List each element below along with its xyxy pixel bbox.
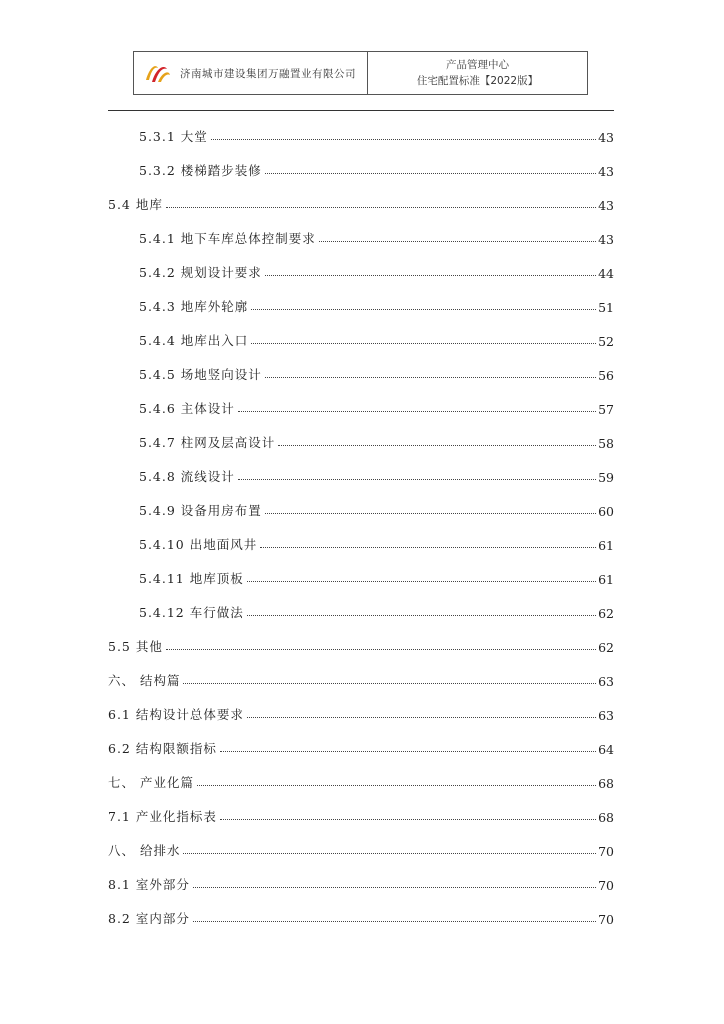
- toc-entry[interactable]: [139, 159, 614, 179]
- toc-entry-page: 57: [598, 402, 614, 417]
- toc-leader-dots: [247, 581, 596, 582]
- toc-entry-page: 43: [598, 130, 614, 145]
- toc-entry-page: 52: [598, 334, 614, 349]
- toc-entry-label: 5.5 其他: [108, 639, 163, 654]
- toc-leader-dots: [197, 785, 596, 786]
- toc-entry[interactable]: [108, 839, 614, 859]
- toc-entry-page: 70: [598, 878, 614, 893]
- toc-entry-label: 8.1 室外部分: [108, 877, 190, 892]
- toc-entry[interactable]: [139, 567, 614, 587]
- toc-entry-label: 5.4.5 场地竖向设计: [139, 367, 262, 382]
- toc-entry-page: 68: [598, 810, 614, 825]
- toc-entry-label: 5.4.8 流线设计: [139, 469, 235, 484]
- toc-entry-page: 43: [598, 232, 614, 247]
- toc-entry-label: 5.4.10 出地面风井: [139, 537, 258, 552]
- toc-entry-label: 5.4.2 规划设计要求: [139, 265, 262, 280]
- header-company-cell: [134, 52, 368, 94]
- toc-entry-label: 5.4.12 车行做法: [139, 605, 244, 620]
- toc-leader-dots: [193, 921, 596, 922]
- toc-entry-page: 43: [598, 164, 614, 179]
- toc-leader-dots: [265, 377, 596, 378]
- toc-entry[interactable]: [108, 635, 614, 655]
- toc-leader-dots: [183, 683, 596, 684]
- toc-entry-label: 5.4.4 地库出入口: [139, 333, 249, 348]
- toc-leader-dots: [247, 615, 596, 616]
- toc-leader-dots: [166, 207, 596, 208]
- toc-entry-page: 62: [598, 606, 614, 621]
- toc-leader-dots: [319, 241, 596, 242]
- toc-entry-page: 68: [598, 776, 614, 791]
- toc-entry[interactable]: [139, 499, 614, 519]
- toc-entry-page: 60: [598, 504, 614, 519]
- toc-entry-page: 63: [598, 708, 614, 723]
- toc-entry[interactable]: [139, 363, 614, 383]
- toc-entry-page: 70: [598, 912, 614, 927]
- toc-entry-label: 5.4.3 地库外轮廓: [139, 299, 249, 314]
- header-rule: [108, 110, 614, 111]
- toc-leader-dots: [166, 649, 596, 650]
- toc-leader-dots: [193, 887, 596, 888]
- toc-entry-label: 8.2 室内部分: [108, 911, 190, 926]
- toc-entry-label: 6.1 结构设计总体要求: [108, 707, 244, 722]
- toc-leader-dots: [260, 547, 596, 548]
- toc-entry-label: 八、 给排水: [108, 843, 181, 858]
- toc-leader-dots: [278, 445, 596, 446]
- toc-entry[interactable]: [139, 431, 614, 451]
- toc-entry-page: 62: [598, 640, 614, 655]
- toc-leader-dots: [265, 275, 596, 276]
- header-doc-cell: [368, 52, 587, 94]
- toc-entry[interactable]: [139, 125, 614, 145]
- toc-entry-page: 44: [598, 266, 614, 281]
- toc-entry[interactable]: [139, 227, 614, 247]
- toc-entry-label: 7.1 产业化指标表: [108, 809, 217, 824]
- toc-leader-dots: [183, 853, 596, 854]
- toc-entry-page: 51: [598, 300, 614, 315]
- toc-entry[interactable]: [108, 669, 614, 689]
- toc-entry-page: 61: [598, 538, 614, 553]
- toc-entry[interactable]: [139, 601, 614, 621]
- toc-entry-label: 5.3.2 楼梯踏步装修: [139, 163, 262, 178]
- document-title: 住宅配置标准【2022版】: [416, 75, 539, 87]
- toc-entry-label: 5.4.11 地库顶板: [139, 571, 244, 586]
- toc-entry[interactable]: [108, 873, 614, 893]
- toc-entry[interactable]: [108, 193, 614, 213]
- toc-leader-dots: [238, 479, 596, 480]
- toc-entry[interactable]: [139, 261, 614, 281]
- toc-entry[interactable]: [108, 737, 614, 757]
- toc-entry-label: 七、 产业化篇: [108, 775, 194, 790]
- toc-entry-page: 58: [598, 436, 614, 451]
- toc-leader-dots: [220, 751, 596, 752]
- page-header: [133, 51, 588, 95]
- toc-entry[interactable]: [139, 329, 614, 349]
- toc-entry[interactable]: [139, 295, 614, 315]
- toc-entry-label: 5.4 地库: [108, 197, 163, 212]
- toc-entry-page: 61: [598, 572, 614, 587]
- toc-leader-dots: [251, 343, 596, 344]
- toc-leader-dots: [265, 513, 596, 514]
- toc-leader-dots: [211, 139, 596, 140]
- toc-leader-dots: [247, 717, 596, 718]
- toc-entry[interactable]: [139, 465, 614, 485]
- toc-entry-label: 5.3.1 大堂: [139, 129, 208, 144]
- toc-entry[interactable]: [108, 805, 614, 825]
- toc-leader-dots: [238, 411, 596, 412]
- toc-entry[interactable]: [139, 397, 614, 417]
- toc-entry-page: 43: [598, 198, 614, 213]
- toc-entry-page: 59: [598, 470, 614, 485]
- toc-entry-label: 5.4.9 设备用房布置: [139, 503, 262, 518]
- department-name: 产品管理中心: [446, 59, 509, 71]
- toc-entry[interactable]: [108, 703, 614, 723]
- toc-entry-label: 5.4.1 地下车库总体控制要求: [139, 231, 316, 246]
- toc-entry[interactable]: [108, 771, 614, 791]
- toc-entry-label: 6.2 结构限额指标: [108, 741, 217, 756]
- toc-leader-dots: [265, 173, 596, 174]
- company-name: 济南城市建设集团万融置业有限公司: [180, 67, 356, 80]
- toc-entry-label: 5.4.6 主体设计: [139, 401, 235, 416]
- company-logo-icon: [142, 60, 172, 86]
- toc-leader-dots: [251, 309, 596, 310]
- toc-leader-dots: [220, 819, 596, 820]
- toc-entry-page: 56: [598, 368, 614, 383]
- toc-entry-page: 63: [598, 674, 614, 689]
- toc-entry-label: 六、 结构篇: [108, 673, 181, 688]
- toc-entry-page: 70: [598, 844, 614, 859]
- toc-entry[interactable]: [108, 907, 614, 927]
- toc-entry-label: 5.4.7 柱网及层高设计: [139, 435, 276, 450]
- toc-entry[interactable]: [139, 533, 614, 553]
- toc-entry-page: 64: [598, 742, 614, 757]
